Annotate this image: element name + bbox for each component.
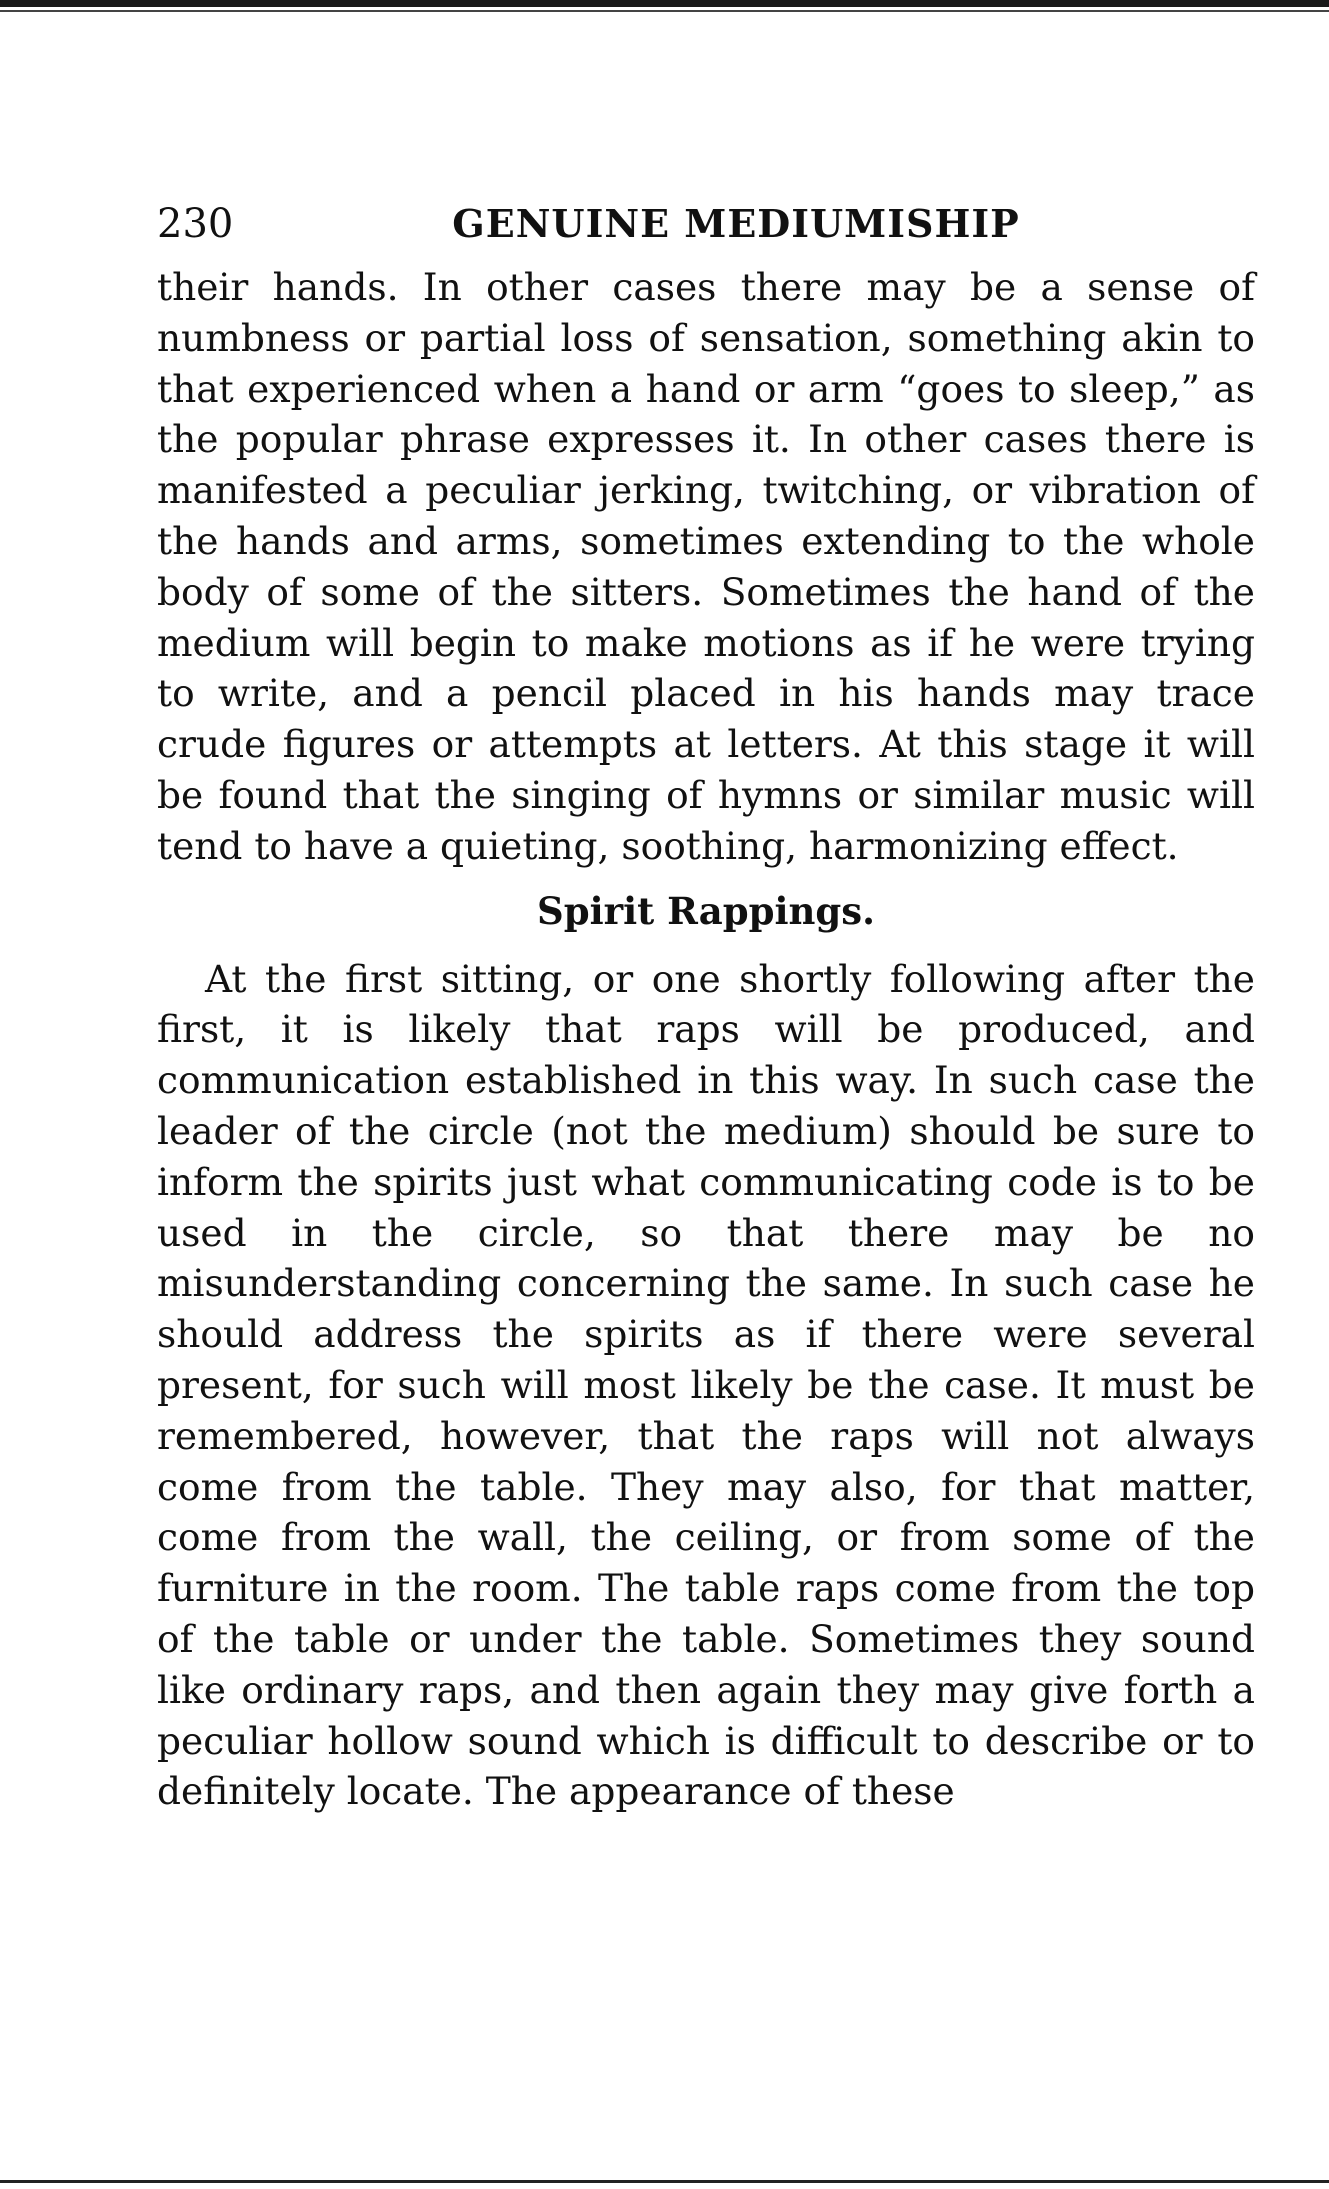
bottom-border-rule: [0, 2180, 1329, 2183]
top-border-rule: [0, 0, 1329, 7]
top-border-thin-rule: [0, 10, 1329, 12]
running-head: [157, 196, 1255, 256]
book-page: [157, 196, 1255, 1817]
body-paragraph-1: their hands. In other cases there may be a sense of numbness or partial loss of sensation, something akin to that experienced when a hand or arm “goes to sleep,” as the popular phrase expresses it. In other cases there is manifested a peculiar jerking, twitching, or vibration of the hands and arms, sometimes extending to the whole body of some of the sitters. Sometimes the hand of the medium will begin to make motions as if he were trying to write, and a pencil placed in his hands may trace crude figures or attempts at letters. At this stage it will be found that the singing of hymns or similar music will tend to have a quieting, soothing, harmonizing effect.: [157, 265, 1255, 868]
page-number: 230: [157, 201, 234, 247]
body-paragraph-2: At the first sitting, or one shortly following after the first, it is likely that raps will be produced, and communication established in this way. In such case the leader of the circle (not the medium) should be sure to inform the spirits just what communicating code is to be used in the circle, so that there may be no misunderstanding concerning the same. In such case he should address the spirits as if there were several present, for such will most likely be the case. It must be remembered, however, that the raps will not always come from the table. They may also, for that matter, come from the wall, the ceiling, or from some of the furniture in the room. The table raps come from the top of the table or under the table. Sometimes they sound like ordinary raps, and then again they may give forth a peculiar hollow sound which is difficult to describe or to definitely locate. The appearance of these: [157, 956, 1255, 1814]
section-heading: Spirit Rappings.: [536, 888, 876, 933]
running-title: GENUINE MEDIUMISHIP: [452, 201, 1020, 246]
